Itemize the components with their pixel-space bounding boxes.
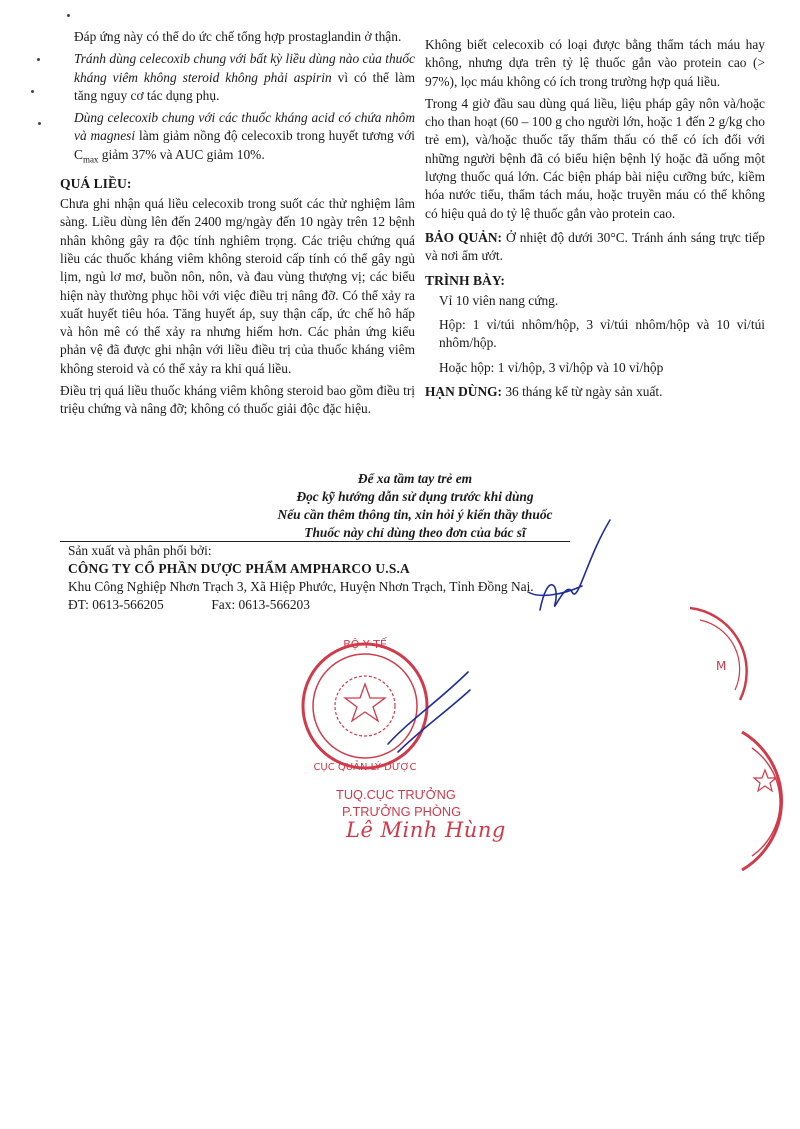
antacid-text-a: làm giảm nồng độ celecoxib trong huyết tương với C bbox=[74, 128, 415, 162]
margin-dot bbox=[37, 58, 40, 61]
company-address: Khu Công Nghiệp Nhơn Trạch 3, Xã Hiệp Phước, Huyện Nhơn Trạch, Tỉnh Đồng Nai. bbox=[68, 579, 534, 594]
presentation-heading: TRÌNH BÀY: bbox=[425, 272, 505, 288]
overdose-paragraph-2: Điều trị quá liều thuốc kháng viêm không steroid bao gồm điều trị triệu chứng và nâng đỡ; không có thuốc giải độc đặc hiệu. bbox=[60, 383, 415, 417]
treatment-paragraph: Trong 4 giờ đầu sau dùng quá liều, liệu pháp gây nôn và/hoặc cho than hoạt (60 – 100 g cho người lớn, hoặc 1 đến 2 g/kg cho trẻ em), và/hoặc thuốc tẩy thẩm thấu có thể có ích đối với những người bệnh đã có biểu hiện bệnh lý hoặc đã uống một lượng thuốc quá lớn. Các biện pháp bài niệu cưỡng bức, kiềm hóa nước tiểu, thẩm tách máu, hoặc truyền máu có thể không có hiệu quả do tỷ lệ thuốc gắn vào protein cao. bbox=[425, 95, 765, 221]
svg-text:M: M bbox=[716, 659, 727, 673]
margin-dot bbox=[38, 122, 41, 125]
svg-text:CỤC QUẢN LÝ DƯỢC: CỤC QUẢN LÝ DƯỢC bbox=[313, 762, 417, 773]
presentation-item: Vỉ 10 viên nang cứng. bbox=[439, 292, 559, 308]
manufacturer-label: Sản xuất và phân phối bởi: bbox=[68, 543, 212, 558]
antacid-text-b: giảm 37% và AUC giảm 10%. bbox=[98, 146, 265, 162]
signature-strokes-icon bbox=[388, 520, 610, 752]
presentation-item: Hộp: 1 vỉ/túi nhôm/hộp, 3 vỉ/túi nhôm/hộp và 10 vỉ/túi nhôm/hộp. bbox=[439, 317, 765, 351]
warning-line: Nếu cần thêm thông tin, xin hỏi ý kiến thầy thuốc bbox=[277, 507, 553, 522]
storage-text: Ở nhiệt độ dưới 30°C. Tránh ánh sáng trực tiếp và nơi ẩm ướt. bbox=[425, 229, 765, 264]
shelf-life-text: 36 tháng kể từ ngày sản xuất. bbox=[502, 384, 663, 400]
dialysis-paragraph: Không biết celecoxib có loại được bằng thẩm tách máu hay không, nhưng dựa trên tỷ lệ thuốc gắn vào protein cao (> 97%), lọc máu không có ích trong trường hợp quá liều. bbox=[425, 37, 765, 89]
storage-label: BẢO QUẢN: bbox=[425, 229, 502, 245]
fax-number: Fax: 0613-566203 bbox=[211, 597, 310, 612]
warning-line: Đọc kỹ hướng dẫn sử dụng trước khi dùng bbox=[296, 489, 534, 504]
antacid-italic: Dùng celecoxib chung với các thuốc kháng acid có chứa nhôm và magnesi bbox=[74, 110, 415, 144]
nsaid-warning-italic: Tránh dùng celecoxib chung với bất kỳ liều dùng nào của thuốc kháng viêm không steroid không phải aspirin bbox=[74, 51, 415, 85]
overdose-paragraph-1: Chưa ghi nhận quá liều celecoxib trong suốt các thử nghiệm lâm sàng. Liều dùng lên đến 2400 mg/ngày đến 10 ngày trên 12 bệnh nhân không gây ra độc tính nghiêm trọng. Các triệu chứng quá liều các thuốc kháng viêm không steroid cấp tính có thể gây ngủ lịm, ngủ lơ mơ, buồn nôn, nôn, và đau vùng thượng vị; các biểu hiện này thường phục hồi với việc điều trị nâng đỡ. Có thể xảy ra xuất huyết tiêu hóa. Tăng huyết áp, suy thận cấp, ức chế hô hấp và hôn mê có thể xảy ra nhưng hiếm hơn. Các phản ứng kiểu phản vệ đã được ghi nhận với liều điều trị của thuốc kháng viêm không steroid và có thể xảy ra khi quá liều. bbox=[60, 196, 415, 376]
cmax-subscript: max bbox=[82, 154, 99, 165]
shelf-life-label: HẠN DÙNG: bbox=[425, 384, 502, 400]
presentation-item: Hoặc hộp: 1 vỉ/hộp, 3 vỉ/hộp và 10 vỉ/hộp bbox=[439, 359, 664, 375]
warning-line: Để xa tầm tay trẻ em bbox=[357, 471, 473, 486]
paragraph-renal: Đáp ứng này có thể do ức chế tổng hợp prostaglandin ở thận. bbox=[74, 29, 402, 44]
margin-dot bbox=[67, 14, 70, 17]
company-stamp-icon bbox=[690, 608, 747, 700]
svg-text:BỘ Y TẾ: BỘ Y TẾ bbox=[343, 638, 387, 651]
margin-dot bbox=[31, 90, 34, 93]
official-seal-icon bbox=[303, 637, 427, 773]
nsaid-warning-text: vì có thể làm tăng nguy cơ tác dụng phụ. bbox=[74, 69, 415, 103]
phone-number: ĐT: 0613-566205 bbox=[68, 597, 164, 612]
approval-title-1: TUQ.CỤC TRƯỞNG bbox=[336, 787, 456, 802]
company-name: CÔNG TY CỔ PHẦN DƯỢC PHẨM AMPHARCO U.S.A bbox=[68, 561, 410, 576]
overdose-heading: QUÁ LIỀU: bbox=[60, 175, 132, 191]
signature-name: Lê Minh Hùng bbox=[346, 818, 506, 842]
partial-seal-icon bbox=[742, 732, 782, 870]
approval-block bbox=[318, 786, 518, 842]
approval-title-2: P.TRƯỞNG PHÒNG bbox=[342, 804, 462, 819]
warning-line: Thuốc này chỉ dùng theo đơn của bác sĩ bbox=[304, 525, 526, 540]
